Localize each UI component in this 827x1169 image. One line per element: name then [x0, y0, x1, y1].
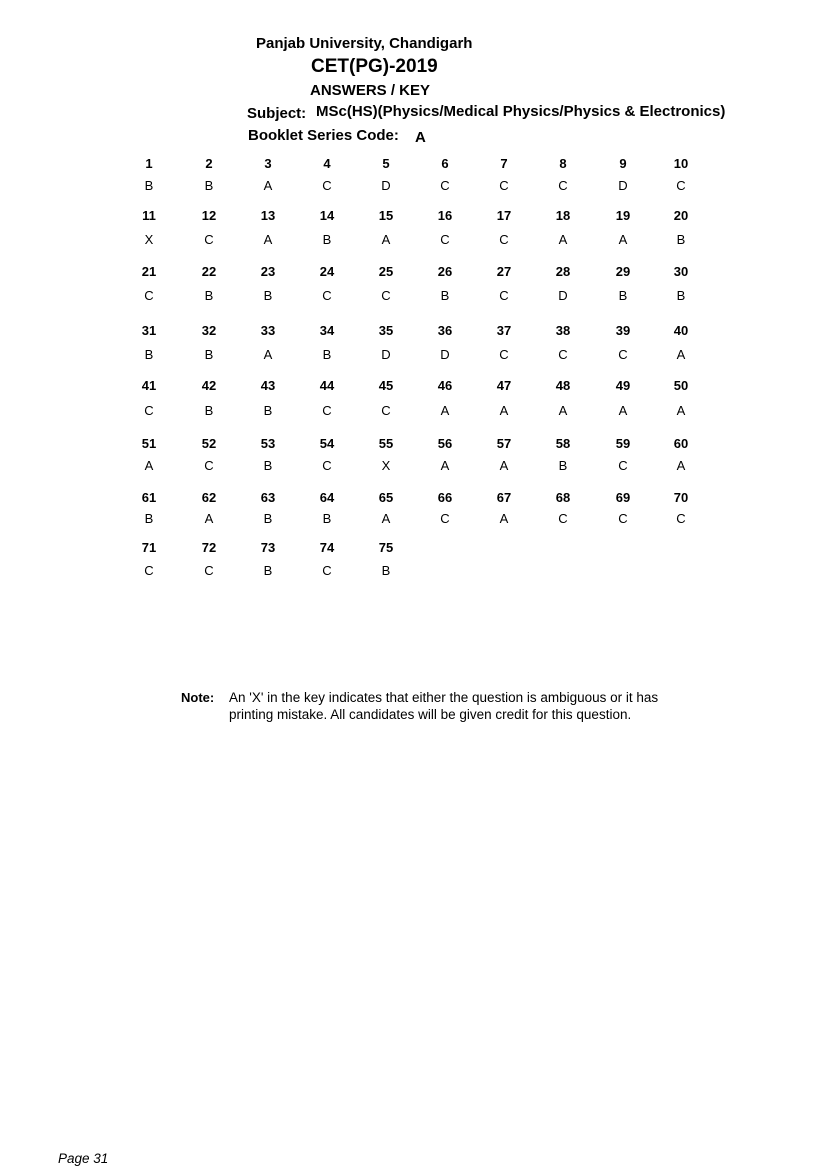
question-number: 46 [437, 378, 453, 393]
question-number: 25 [378, 264, 394, 279]
answer-letter: B [144, 511, 154, 526]
subject-label: Subject: [247, 105, 307, 122]
question-number: 24 [319, 264, 335, 279]
question-number: 32 [201, 323, 217, 338]
question-number: 63 [260, 490, 276, 505]
question-number: 39 [615, 323, 631, 338]
answer-letter: B [440, 288, 450, 303]
question-number: 30 [673, 264, 689, 279]
question-number: 10 [673, 156, 689, 171]
answer-letter: B [322, 511, 332, 526]
note-label: Note: [181, 690, 215, 705]
question-number: 43 [260, 378, 276, 393]
question-number: 26 [437, 264, 453, 279]
question-number: 23 [260, 264, 276, 279]
answer-letter: A [440, 403, 450, 418]
answer-letter: B [322, 347, 332, 362]
question-number: 53 [260, 436, 276, 451]
answer-letter: A [204, 511, 214, 526]
question-number: 65 [378, 490, 394, 505]
question-number: 18 [555, 208, 571, 223]
question-number: 68 [555, 490, 571, 505]
question-number: 60 [673, 436, 689, 451]
answer-letter: A [381, 511, 391, 526]
question-number: 9 [619, 156, 627, 171]
answer-letter: B [322, 232, 332, 247]
question-number: 34 [319, 323, 335, 338]
question-number: 45 [378, 378, 394, 393]
answer-letter: A [263, 232, 273, 247]
question-number: 29 [615, 264, 631, 279]
question-number: 75 [378, 540, 394, 555]
answer-letter: C [322, 458, 332, 473]
question-number: 73 [260, 540, 276, 555]
answer-letter: D [558, 288, 568, 303]
question-number: 52 [201, 436, 217, 451]
answer-letter: A [499, 403, 509, 418]
answer-letter: C [322, 178, 332, 193]
question-number: 13 [260, 208, 276, 223]
question-number: 4 [323, 156, 331, 171]
answer-letter: C [558, 511, 568, 526]
question-number: 44 [319, 378, 335, 393]
note-text: An 'X' in the key indicates that either the question is ambiguous or it has printing mistake. All candidates will be given credit for this question. [229, 690, 659, 722]
question-number: 28 [555, 264, 571, 279]
question-number: 8 [559, 156, 567, 171]
question-number: 35 [378, 323, 394, 338]
question-number: 71 [141, 540, 157, 555]
answer-letter: X [144, 232, 154, 247]
question-number: 3 [264, 156, 272, 171]
question-number: 19 [615, 208, 631, 223]
answer-letter: B [144, 347, 154, 362]
answer-letter: A [618, 403, 628, 418]
question-number: 55 [378, 436, 394, 451]
answer-letter: B [263, 458, 273, 473]
question-number: 38 [555, 323, 571, 338]
answer-letter: A [499, 511, 509, 526]
answer-letter: B [263, 288, 273, 303]
answer-letter: X [381, 458, 391, 473]
question-number: 62 [201, 490, 217, 505]
answer-letter: D [440, 347, 450, 362]
answers-key-heading: ANSWERS / KEY [310, 82, 431, 99]
question-number: 15 [378, 208, 394, 223]
answer-letter: C [322, 563, 332, 578]
answer-letter: A [144, 458, 154, 473]
answer-letter: B [144, 178, 154, 193]
answer-letter: C [618, 347, 628, 362]
question-number: 64 [319, 490, 335, 505]
answer-letter: A [381, 232, 391, 247]
question-number: 12 [201, 208, 217, 223]
question-number: 67 [496, 490, 512, 505]
answer-letter: C [322, 288, 332, 303]
answer-letter: C [322, 403, 332, 418]
answer-letter: B [204, 347, 214, 362]
question-number: 57 [496, 436, 512, 451]
question-number: 37 [496, 323, 512, 338]
answer-letter: C [381, 288, 391, 303]
page-number: Page 31 [58, 1151, 109, 1166]
answer-letter: C [618, 511, 628, 526]
question-number: 31 [141, 323, 157, 338]
answer-letter: B [676, 232, 686, 247]
answer-letter: C [144, 563, 154, 578]
booklet-series-label: Booklet Series Code: [248, 127, 399, 144]
answer-letter: C [499, 347, 509, 362]
question-number: 21 [141, 264, 157, 279]
answer-letter: C [499, 178, 509, 193]
answer-letter: B [263, 511, 273, 526]
answer-letter: C [558, 178, 568, 193]
question-number: 1 [145, 156, 153, 171]
subject-value: MSc(HS)(Physics/Medical Physics/Physics & Electronics) [316, 103, 726, 120]
question-number: 69 [615, 490, 631, 505]
answer-letter: A [440, 458, 450, 473]
question-number: 59 [615, 436, 631, 451]
booklet-series-value: A [415, 129, 426, 146]
answer-letter: B [204, 403, 214, 418]
question-number: 47 [496, 378, 512, 393]
answer-letter: C [440, 232, 450, 247]
question-number: 72 [201, 540, 217, 555]
question-number: 49 [615, 378, 631, 393]
answer-letter: A [676, 347, 686, 362]
question-number: 5 [382, 156, 390, 171]
question-number: 7 [500, 156, 508, 171]
question-number: 66 [437, 490, 453, 505]
answer-letter: C [676, 511, 686, 526]
answer-letter: D [381, 178, 391, 193]
answer-letter: C [144, 288, 154, 303]
answer-letter: D [618, 178, 628, 193]
answer-letter: C [558, 347, 568, 362]
answer-letter: C [204, 232, 214, 247]
question-number: 11 [142, 208, 156, 223]
answer-letter: B [204, 178, 214, 193]
answer-letter: C [440, 511, 450, 526]
answer-letter: B [558, 458, 568, 473]
question-number: 41 [141, 378, 157, 393]
question-number: 20 [673, 208, 689, 223]
answer-letter: B [204, 288, 214, 303]
answer-letter: C [381, 403, 391, 418]
question-number: 27 [496, 264, 512, 279]
question-number: 14 [319, 208, 335, 223]
question-number: 42 [201, 378, 217, 393]
question-number: 58 [555, 436, 571, 451]
answer-letter: A [676, 458, 686, 473]
question-number: 48 [555, 378, 571, 393]
question-number: 16 [437, 208, 453, 223]
answer-letter: A [676, 403, 686, 418]
answer-letter: C [618, 458, 628, 473]
question-number: 74 [319, 540, 335, 555]
question-number: 61 [141, 490, 157, 505]
answer-letter: C [204, 458, 214, 473]
answer-letter: B [676, 288, 686, 303]
answer-letter: B [263, 563, 273, 578]
question-number: 22 [201, 264, 217, 279]
exam-title: CET(PG)-2019 [311, 56, 438, 77]
question-number: 70 [673, 490, 689, 505]
question-number: 33 [260, 323, 276, 338]
question-number: 36 [437, 323, 453, 338]
answer-letter: C [499, 232, 509, 247]
answer-letter: C [676, 178, 686, 193]
question-number: 2 [205, 156, 213, 171]
question-number: 51 [141, 436, 157, 451]
answer-letter: C [144, 403, 154, 418]
answer-letter: C [499, 288, 509, 303]
answer-letter: B [381, 563, 391, 578]
answer-letter: A [499, 458, 509, 473]
answer-letter: C [440, 178, 450, 193]
answer-letter: A [558, 232, 568, 247]
question-number: 17 [496, 208, 512, 223]
answer-letter: B [618, 288, 628, 303]
question-number: 6 [441, 156, 449, 171]
answer-letter: A [618, 232, 628, 247]
university-name: Panjab University, Chandigarh [256, 35, 473, 52]
answer-letter: A [558, 403, 568, 418]
question-number: 56 [437, 436, 453, 451]
answer-letter: B [263, 403, 273, 418]
question-number: 54 [319, 436, 335, 451]
answer-letter: A [263, 178, 273, 193]
answer-letter: C [204, 563, 214, 578]
answer-letter: A [263, 347, 273, 362]
question-number: 40 [673, 323, 689, 338]
answer-letter: D [381, 347, 391, 362]
question-number: 50 [673, 378, 689, 393]
